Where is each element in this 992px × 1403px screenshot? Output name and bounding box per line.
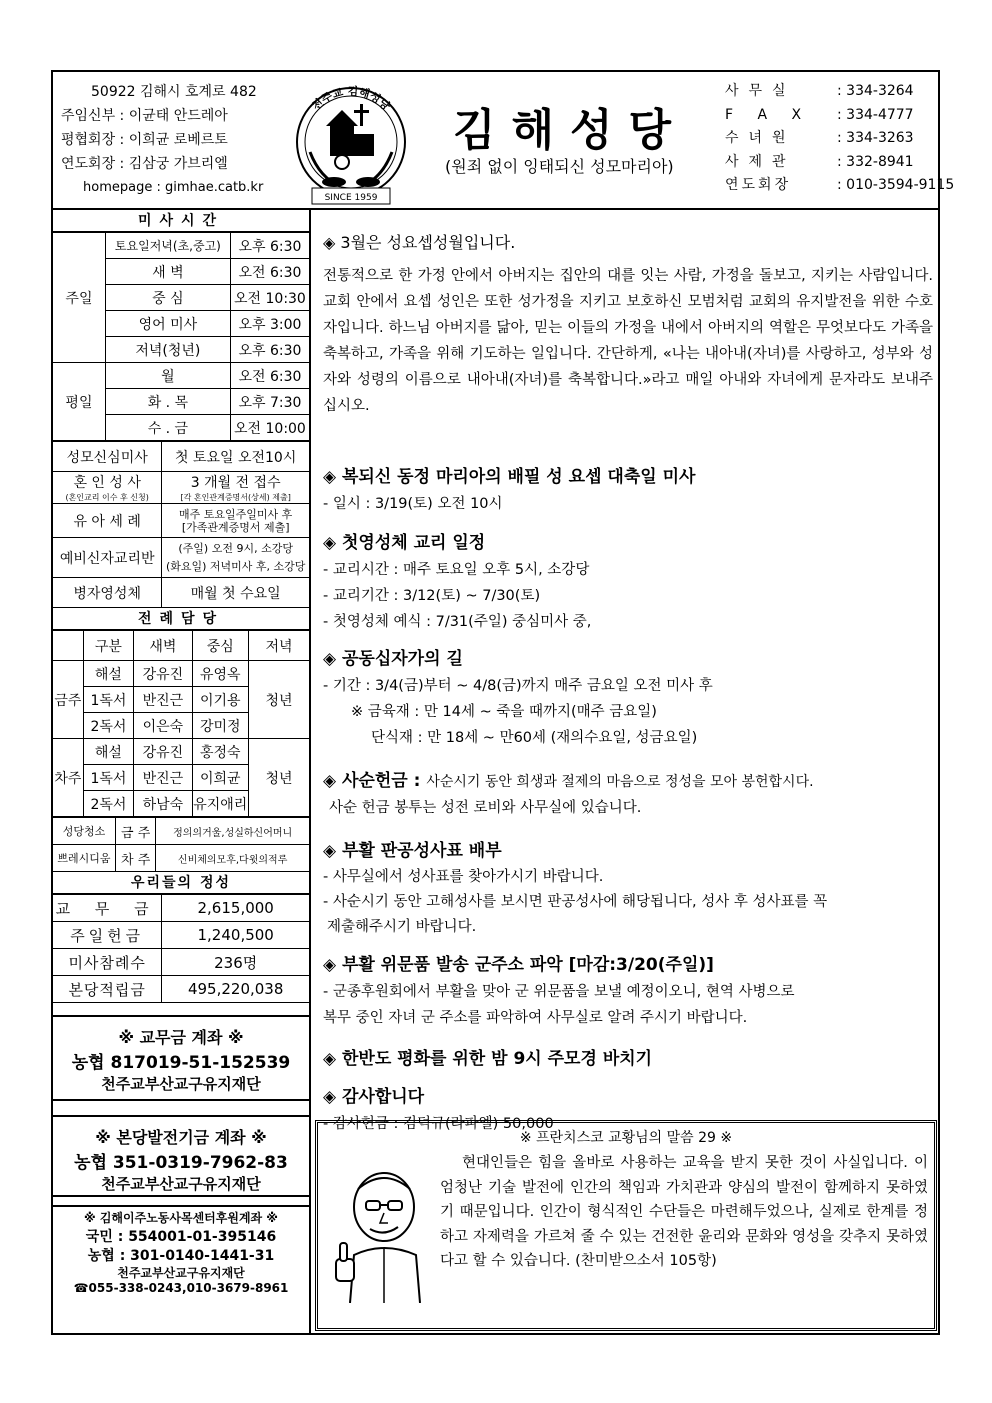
article-title: ◈ 공동십자가의 길 [323, 649, 463, 669]
article-stations [323, 644, 933, 751]
sunday-label: 주일 [53, 233, 105, 363]
logo-since: SINCE 1959 [324, 193, 378, 203]
cleaning-table [53, 817, 309, 872]
contact-value: : 334-3263 [837, 130, 914, 146]
assignee: 청년 [249, 661, 309, 739]
article-title: ◈ 한반도 평화를 위한 밤 9시 주모경 바치기 [323, 1049, 653, 1069]
mass-name: 새 벽 [105, 259, 230, 285]
assignee: 반진근 [134, 687, 192, 713]
assignee: 청년 [249, 739, 309, 817]
mass-time: 오전 6:30 [230, 363, 309, 389]
article-line: - 감사헌금 : 김덕규(라파엘) 50,000 [323, 1116, 554, 1132]
sacrament-name: 혼 인 성 사 [73, 475, 141, 491]
sacrament-note: (혼인교리 이수 후 신청) [65, 493, 149, 502]
role: 2독서 [83, 791, 133, 817]
article-joseph-month [323, 230, 933, 419]
sacrament-table [53, 441, 309, 608]
account-number: 농협 351-0319-7962-83 [74, 1153, 288, 1173]
article-line: - 교리시간 : 매주 토요일 오후 5시, 소강당 [323, 562, 590, 578]
mass-name: 저녁(청년) [105, 337, 230, 363]
assignee: 강미정 [192, 713, 248, 739]
account-title: ※ 본당발전기금 계좌 ※ [95, 1128, 267, 1147]
article-title: ◈ 부활 판공성사표 배부 [323, 841, 502, 861]
sacrament-name: 예비신자교리반 [53, 538, 162, 578]
contact-label: 연도회장 [725, 177, 792, 193]
quote-body: 현대인들은 힘을 올바로 사용하는 교육을 받지 못한 것이 사실입니다. 이 엄청난 기술 발전에 인간의 책임과 가치관과 양심의 발전이 함께하지 못하였기 때문입니다. 인간이 형식적인 수단들은 마련해두었으나, 실제로 한계를 정하고 자제력을 가르쳐 줄 수 있는 건전한 윤리와 문화와 영성을 갖추지 못하였다고 할 수 있습니다. (찬미받으소서 105항) [440, 1155, 928, 1269]
yeondo-president: 연도회장 : 김삼궁 가브리엘 [61, 156, 228, 172]
sacrament-note: [각 혼인관계증명서(상세) 제출] [180, 493, 291, 502]
contact-row [725, 80, 954, 104]
contact-label: 사무실 [725, 83, 796, 99]
offering-label: 주일헌금 [53, 922, 162, 949]
contact-row [725, 151, 954, 175]
weekday-label: 평일 [53, 363, 105, 441]
article-title: ◈ 감사합니다 [323, 1087, 425, 1107]
assignee: 하남숙 [134, 791, 192, 817]
liturgy-table [53, 630, 309, 817]
mass-name: 화 . 목 [105, 389, 230, 415]
right-column [311, 210, 938, 1333]
role: 해설 [83, 661, 133, 687]
pastor: 주임신부 : 이균태 안드레아 [61, 108, 228, 124]
table-row [53, 949, 309, 976]
pope-quote-box [315, 1120, 937, 1331]
homepage[interactable]: homepage : gimhae.catb.kr [83, 180, 264, 195]
council-president: 평협회장 : 이희균 로베르토 [61, 132, 228, 148]
contact-value: : 332-8941 [837, 153, 914, 170]
account-holder: 천주교부산교구유지재단 [117, 1266, 245, 1280]
development-account [53, 1117, 309, 1197]
contact-label: F A X [725, 106, 812, 123]
article-line: - 사순시기 동안 고해성사를 보시면 판공성사에 해당됩니다, 성사 후 성사표를 꼭 [323, 894, 828, 910]
table-row [53, 631, 309, 661]
table-row [53, 818, 309, 845]
table-row [53, 976, 309, 1003]
article-title: ◈ 첫영성체 교리 일정 [323, 533, 486, 553]
contact-label: 사제관 [725, 153, 796, 170]
role: 2독서 [83, 713, 133, 739]
mass-time: 오후 6:30 [230, 233, 309, 259]
mass-name: 영어 미사 [105, 311, 230, 337]
article-line: 단식재 : 만 18세 ~ 만60세 (재의수요일, 성금요일) [371, 730, 698, 746]
mass-time: 오전 10:30 [230, 285, 309, 311]
mass-time: 오전 10:00 [230, 415, 309, 441]
bulletin-frame [51, 70, 955, 1335]
account-title: ※ 교무금 계좌 ※ [118, 1028, 244, 1047]
table-row [53, 895, 309, 922]
offering-heading: 우리들의 정성 [53, 872, 309, 894]
cleaning-label: 쁘레시디움 [53, 845, 115, 872]
article-title: ◈ 3월은 성요셉성월입니다. [323, 233, 516, 252]
column-header: 저녁 [249, 631, 309, 661]
offering-label: 본당적립금 [53, 976, 162, 1003]
contact-row [725, 104, 954, 128]
sacrament-name: 병자영성체 [53, 578, 162, 608]
account-phone: ☎055-338-0243,010-3679-8961 [73, 1281, 289, 1295]
article-line: 제출해주시기 바랍니다. [327, 919, 477, 935]
table-row [53, 538, 309, 578]
table-row [53, 922, 309, 949]
contact-value: : 010-3594-9115 [837, 177, 955, 193]
table-row [53, 578, 309, 608]
assignee: 강유진 [134, 739, 192, 765]
mass-name: 월 [105, 363, 230, 389]
account-number: 농협 817019-51-152539 [71, 1053, 291, 1073]
cleaning-value: 신비체의모후,다윗의적루 [156, 845, 309, 872]
article-title: ◈ 사순헌금 : [323, 771, 421, 791]
table-row [53, 739, 309, 765]
table-row [53, 661, 309, 687]
article-body: 전통적으로 한 가정 안에서 아버지는 집안의 대를 잇는 사람, 가정을 돌보고, 지키는 사람입니다. 교회 안에서 요셉 성인은 또한 성가정을 지키고 보호하신 모범처럼 교회의 유지발전을 위한 수호자입니다. 하느님 아버지를 닮아, 믿는 이들의 가정을 내에서 아버지의 역할은 무엇보다도 가족을 축복하고, 가족을 위해 기도하는 일입니다. 간단하게, «나는 내아내(자녀)를 사랑하고, 성부와 성자와 성령의 이름으로 내아내(자녀)를 축복합니다.»라고 매일 아내와 자녀에게 문자라도 보내주십시오. [323, 268, 933, 414]
article-title: ◈ 부활 위문품 발송 군주소 파악 [마감:3/20(주일)] [323, 955, 714, 975]
sacrament-value: 매월 첫 수요일 [162, 578, 309, 608]
assignee: 유지애리 [192, 791, 248, 817]
column-header: 중심 [192, 631, 248, 661]
liturgy-heading: 전례담당 [53, 608, 309, 630]
sacrament-value: 매주 토요일주일미사 후 [179, 507, 293, 521]
logo-text: 천주교 김해성당 [309, 84, 393, 113]
article-title: ◈ 복되신 동정 마리아의 배필 성 요셉 대축일 미사 [323, 467, 696, 487]
header [53, 72, 955, 210]
sacrament-name: 유 아 세 례 [53, 504, 162, 538]
page-subtitle: (원죄 없이 잉태되신 성모마리아) [445, 157, 674, 176]
offering-value: 236명 [162, 949, 309, 976]
mass-table [53, 232, 309, 441]
contact-row [725, 174, 954, 198]
header-info [61, 80, 263, 200]
assignee: 홍정숙 [192, 739, 248, 765]
account-holder: 천주교부산교구유지재단 [101, 1075, 261, 1093]
quote-heading: ※ 프란치스코 교황님의 말씀 29 ※ [519, 1130, 733, 1146]
mass-name: 중 심 [105, 285, 230, 311]
offering-value: 2,615,000 [162, 895, 309, 922]
account-number: 농협 : 301-0140-1441-31 [87, 1248, 275, 1264]
article-line: - 군종후원회에서 부활을 맞아 군 위문품을 보낼 예정이오니, 현역 사병으로 [323, 984, 795, 1000]
account-number: 국민 : 554001-01-395146 [85, 1229, 277, 1245]
left-column [53, 210, 311, 1333]
table-row [53, 233, 309, 259]
article-line: ※ 금육재 : 만 14세 ~ 죽을 때까지(매주 금요일) [351, 704, 657, 720]
migrant-center-account [53, 1207, 309, 1296]
tithe-account [53, 1017, 309, 1101]
offering-value: 1,240,500 [162, 922, 309, 949]
article-line: 복무 중인 자녀 군 주소를 파악하여 사무실로 알려 주시기 바랍니다. [323, 1010, 748, 1026]
role: 1독서 [83, 765, 133, 791]
article-easter-confession [323, 836, 933, 940]
article-lent-offering [323, 766, 933, 821]
contact-value: : 334-4777 [837, 106, 914, 123]
contacts [725, 80, 954, 198]
sacrament-value: 첫 토요일 오전10시 [162, 442, 309, 472]
role: 1독서 [83, 687, 133, 713]
week-label: 차주 [53, 739, 83, 817]
mass-time: 오전 6:30 [230, 259, 309, 285]
sacrament-value: 3 개월 전 접수 [190, 475, 281, 491]
offering-label: 미사참례수 [53, 949, 162, 976]
sacrament-note: (화요일) 저녁미사 후, 소강당 [165, 559, 306, 573]
mass-time: 오후 7:30 [230, 389, 309, 415]
cleaning-value: 정의의거울,성실하신어머니 [156, 818, 309, 845]
contact-label: 수녀원 [725, 130, 796, 146]
offering-label: 교 무 금 [53, 895, 162, 922]
account-title: ※ 김해이주노동사목센터후원계좌 ※ [84, 1211, 278, 1225]
table-row [53, 472, 309, 504]
assignee: 유영옥 [192, 661, 248, 687]
address: 50922 김해시 호계로 482 [91, 84, 257, 100]
table-row [53, 442, 309, 472]
table-row [53, 845, 309, 872]
contact-row [725, 127, 954, 151]
assignee: 이기용 [192, 687, 248, 713]
article-line: 사순시기 동안 희생과 절제의 마음으로 정성을 모아 봉헌합시다. [426, 774, 814, 790]
role: 해설 [83, 739, 133, 765]
pope-illustration [332, 1163, 428, 1303]
sacrament-value: (주일) 오전 9시, 소강당 [178, 541, 293, 555]
column-header: 새벽 [134, 631, 192, 661]
assignee: 이희균 [192, 765, 248, 791]
table-row [53, 363, 309, 389]
account-holder: 천주교부산교구유지재단 [101, 1175, 261, 1193]
offering-value: 495,220,038 [162, 976, 309, 1003]
article-line: - 기간 : 3/4(금)부터 ~ 4/8(금)까지 매주 금요일 오전 미사 후 [323, 678, 713, 694]
article-first-communion [323, 528, 933, 635]
article-joseph-feast [323, 462, 933, 517]
article-line: - 사무실에서 성사표를 찾아가시기 바랍니다. [323, 869, 604, 885]
assignee: 이은숙 [134, 713, 192, 739]
article-line: - 교리기간 : 3/12(토) ~ 7/30(토) [323, 588, 541, 604]
cleaning-week: 금 주 [115, 818, 155, 845]
mass-time: 오후 6:30 [230, 337, 309, 363]
article-military-gifts [323, 950, 933, 1031]
article-peace-prayer [323, 1044, 933, 1073]
article-line: - 일시 : 3/19(토) 오전 10시 [323, 496, 503, 512]
mass-name: 토요일저녁(초,중고) [105, 233, 230, 259]
mass-name: 수 . 금 [105, 415, 230, 441]
cleaning-week: 차 주 [115, 845, 155, 872]
week-label: 금주 [53, 661, 83, 739]
mass-heading: 미사시간 [53, 210, 309, 232]
page-title: 김해성당 [453, 105, 688, 156]
church-logo [290, 82, 412, 206]
column-header: 구분 [83, 631, 133, 661]
cleaning-label: 성당청소 [53, 818, 115, 845]
assignee: 반진근 [134, 765, 192, 791]
sacrament-note: [가족관계증명서 제출] [181, 520, 290, 534]
table-row [53, 504, 309, 538]
contact-value: : 334-3264 [837, 83, 914, 99]
mass-time: 오후 3:00 [230, 311, 309, 337]
offering-table [53, 894, 309, 1003]
assignee: 강유진 [134, 661, 192, 687]
article-line: - 첫영성체 예식 : 7/31(주일) 중심미사 중, [323, 614, 592, 630]
sacrament-name: 성모신심미사 [53, 442, 162, 472]
article-line: 사순 헌금 봉투는 성전 로비와 사무실에 있습니다. [329, 800, 642, 816]
